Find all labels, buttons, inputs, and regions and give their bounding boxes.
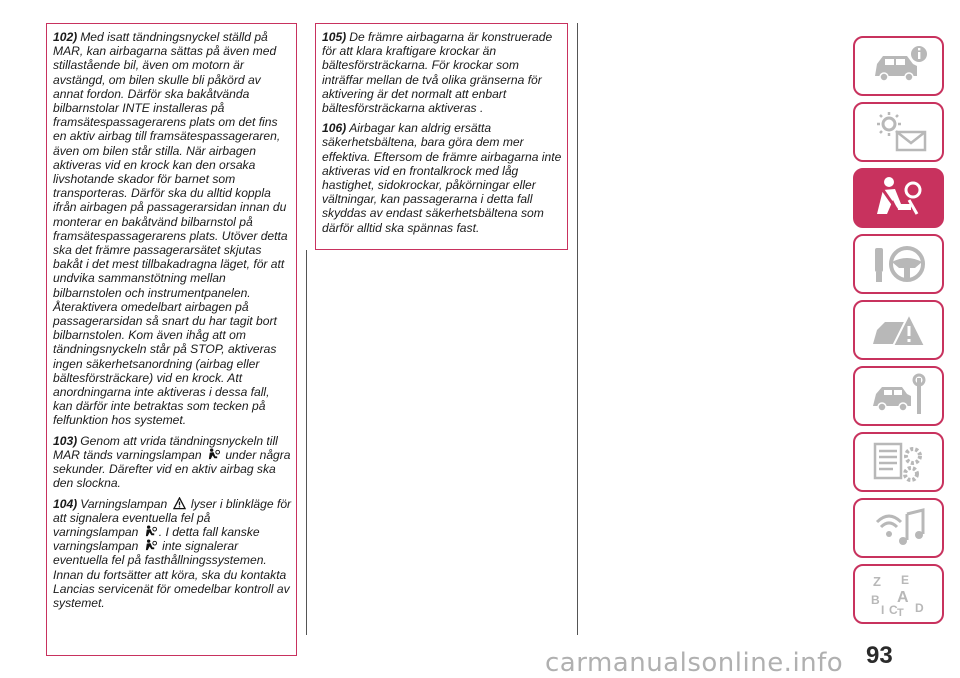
tab-lights-messages[interactable] [853, 102, 944, 162]
note-text: lyser i blinkläge för att signalera eventuella fel på varningslampan [53, 496, 292, 539]
note-text: Med isatt tändningsnyckel ställd på MAR, kan airbagarna sättas på även med stillastående bil, även om motorn är avstängd, om bilen skulle bli påkörd av annat fordon. Därför ska bakåtvända bilbarnstolar INTE installeras på framsätespassagerarens plats om det fins en aktiv airbag till framsätespassageraren, även om bilen står stilla. När airbagen aktiveras vid en krock kan den orsaka livshotande skador för barnet som transporteras. Därför ska du alltid koppla ifrån airbagen på passagerarsidan innan du monterar en bakåtvänd bilbarnstol på framsätespassagerarens plats. Utöver detta ska det främre passagerarsätet skjutas bakåt i det mest tillbakadragna läget, för att undvika sammanstötning mellan bilbarnstolen och instrumentpanelen. Återaktivera omedelbart airbagen på passagerarsidan så snart du har tagit bort bilbarnstolen. Kom även ihåg att om tändningsnyckeln står på STOP, aktiveras ingen säkerhetsanordning (airbag eller bältesförsträckare) vid en krock. Att anordningarna inte aktiveras i dessa fall, kan därför inte betraktas som tecken på felfunktion hos systemet. [53, 30, 288, 428]
index-letter: Z [872, 574, 881, 589]
note-number: 102) [53, 30, 78, 44]
note-102 [53, 30, 292, 428]
page-number: 93 [866, 642, 893, 669]
note-text: Genom att vrida tändningsnyckeln till MAR tänds varningslampan [53, 433, 278, 462]
note-number: 103) [53, 433, 78, 448]
index-letter: I [880, 603, 884, 617]
note-104 [53, 497, 292, 611]
note-text: under några sekunder. Därefter vid en aktiv airbag ska den slockna. [53, 447, 291, 491]
note-103 [53, 434, 292, 491]
tab-emergency[interactable] [853, 300, 944, 360]
airbag-warning-light-icon [144, 539, 157, 552]
note-number: 104) [53, 496, 78, 511]
note-text: inte signalerar eventuella fel på fasthållningssystemen. Innan du fortsätter att köra, ska du kontakta Lancias servicenät för omedelbar kontroll av systemet. [53, 539, 290, 610]
column-divider [306, 250, 307, 635]
note-number: 106) [322, 121, 347, 136]
note-number: 105) [322, 30, 347, 44]
specifications-gears-icon [867, 438, 931, 486]
index-letter: D [914, 601, 924, 615]
notes-box-left [46, 23, 297, 656]
key-steering-wheel-icon [867, 240, 931, 288]
column-divider [577, 23, 578, 635]
index-letter: C [888, 603, 898, 617]
note-106 [322, 121, 563, 235]
tab-index[interactable] [853, 564, 944, 624]
alphabetical-index-icon [867, 570, 931, 618]
tab-car-info[interactable] [853, 36, 944, 96]
seatbelt-airbag-icon [867, 174, 931, 222]
tab-technical-specifications[interactable] [853, 432, 944, 492]
note-text: . I detta fall kanske varningslampan [53, 524, 260, 554]
note-text: Airbagar kan aldrig ersätta säkerhetsbältena, bara göra dem mer effektiva. Eftersom de främre airbagarna inte aktiveras vid en frontalkrock med låg hastighet, sidokrockar, påkörningar eller vältningar, kan passagerarna i detta fall skyddas av endast säkerhetsbältena som därför alltid ska spännas fast. [322, 121, 562, 235]
car-info-icon [867, 42, 931, 90]
index-letter: T [896, 607, 904, 618]
index-letter: E [900, 573, 909, 587]
warning-triangle-car-icon [867, 306, 931, 354]
tab-starting-driving[interactable] [853, 234, 944, 294]
watermark-text: carmanualsonline.info [545, 648, 844, 678]
tab-multimedia[interactable] [853, 498, 944, 558]
tab-safety[interactable] [853, 168, 944, 228]
warning-triangle-icon [173, 497, 186, 510]
tab-service-maintenance[interactable] [853, 366, 944, 426]
notes-box-right [315, 23, 568, 250]
lights-message-icon [867, 108, 931, 156]
index-letter: B [870, 593, 880, 607]
airbag-warning-light-icon [207, 448, 220, 461]
note-text: Varningslampan [80, 496, 168, 511]
airbag-warning-light-icon [144, 525, 157, 538]
media-music-icon [867, 504, 931, 552]
note-text: De främre airbagarna är konstruerade för att klara kraftigare krockar än bältesförsträckarna. För krockar som inträffar mellan de två olika gränserna för aktivering är det normalt att enbart bältesförsträckarna aktiveras . [322, 30, 553, 116]
note-105 [322, 30, 563, 115]
index-letter: A [896, 589, 909, 606]
car-service-icon [867, 372, 931, 420]
